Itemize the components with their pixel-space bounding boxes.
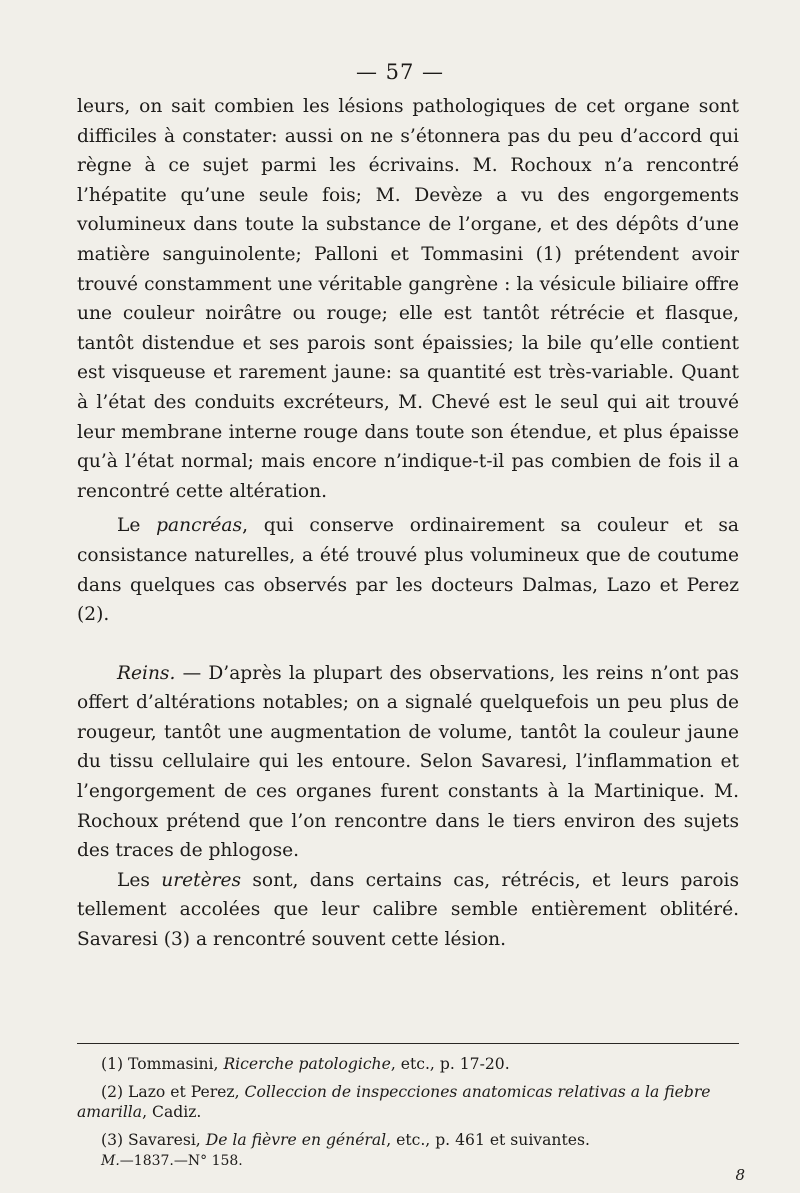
footnote-3-rest: , etc., p. 461 et suivantes. — [386, 1130, 590, 1149]
ureters-term: uretères — [161, 869, 242, 891]
footnote-rule — [77, 1043, 739, 1044]
footnote-1-rest: , etc., p. 17-20. — [390, 1055, 510, 1073]
footnote-3-title: De la fièvre en général — [205, 1130, 387, 1149]
printer-signature — [77, 1151, 739, 1172]
pancreas-text: , qui conserve ordinairement sa couleur et sa consistance naturelles, a été trouvé plus volumineux que de coutume dans quelques cas observés par les docteurs Dalmas, Lazo et Perez (2). — [77, 515, 739, 626]
footnote-2-lead: (2) Lazo et Perez, — [101, 1082, 245, 1101]
footnotes — [77, 1054, 739, 1179]
signature-rest: —1837.—N° 158. — [119, 1153, 243, 1169]
paragraph-pancreas — [77, 511, 739, 629]
footnote-2 — [77, 1082, 739, 1123]
footnote-1 — [77, 1054, 739, 1075]
paragraph-ureters — [77, 866, 739, 955]
pancreas-term: pancréas — [156, 515, 243, 537]
main-text — [77, 92, 739, 955]
footnote-2-title: Colleccion de inspecciones anatomicas relativas a la fiebre amarilla — [77, 1082, 711, 1121]
paragraph-liver — [77, 92, 739, 506]
signature-letter: M. — [101, 1153, 120, 1169]
footnote-2-rest: , Cadiz. — [142, 1103, 202, 1121]
kidneys-text: — D’après la plupart des observations, les reins n’ont pas offert d’altérations notables; on a signalé quelquefois un peu plus de rougeur, tantôt une augmentation de volume, tantôt la couleur jaune du tissu cellulaire qui les entoure. Selon Savaresi, l’inflammation et l’engorgement de ces organes furent constants à la Martinique. M. Rochoux prétend que l’on rencontre dans le tiers environ des sujets des traces de phlogose. — [77, 662, 739, 862]
page-number: — 57 — — [355, 60, 445, 84]
footnote-3 — [77, 1130, 739, 1151]
footnote-1-title: Ricerche patologiche — [223, 1055, 391, 1073]
kidneys-heading: Reins. — [117, 662, 176, 684]
paragraph-liver-text: leurs, on sait combien les lésions pathologiques de cet organe sont difficiles à constater: aussi on ne s’étonnera pas du peu d’accord qui règne à ce sujet parmi les écrivains. M. Rochoux n’a rencontré l’hépatite qu’une seule fois; M. Devèze a vu des engorgements volumineux dans toute la substance de l’organe, et des dépôts d’une matière sanguinolente; Palloni et Tommasini (1) prétendent avoir trouvé constamment une véritable gangrène : la vésicule biliaire offre une couleur noirâtre ou rouge; elle est tantôt rétrécie et flasque, tantôt distendue et ses parois sont épaissies; la bile qu’elle contient est visqueuse et rarement jaune: sa quantité est très-variable. Quant à l’état des conduits excréteurs, M. Chevé est le seul qui ait trouvé leur membrane interne rouge dans toute son étendue, et plus épaisse qu’à l’état normal; mais encore n’indique-t-il pas combien de fois il a rencontré cette altération. — [77, 96, 739, 502]
pancreas-lead: Le — [117, 515, 157, 537]
paragraph-kidneys — [77, 659, 739, 866]
ureters-text: sont, dans certains cas, rétrécis, et leurs parois tellement accolées que leur calibre semble entièrement oblitéré. Savaresi (3) a rencontré souvent cette lésion. — [77, 869, 739, 951]
sheet-mark: 8 — [735, 1166, 745, 1184]
ureters-lead: Les — [117, 869, 162, 891]
footnote-3-lead: (3) Savaresi, — [101, 1130, 206, 1149]
footnote-1-lead: (1) Tommasini, — [101, 1055, 224, 1073]
